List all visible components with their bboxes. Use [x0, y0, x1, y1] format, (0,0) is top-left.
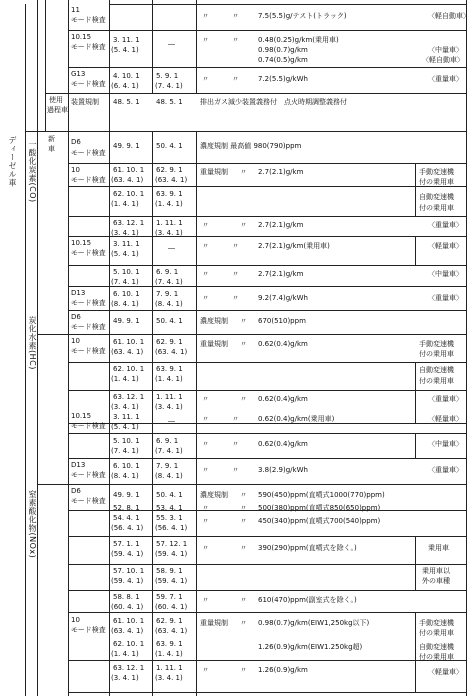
cell-nx-d-v: 390(290)ppm(直噴式を除く。) — [258, 544, 357, 552]
cell-shinsha2: 車 — [48, 145, 55, 153]
cell-hc-10-c3: 〈重量車〉 — [428, 395, 463, 403]
table-rule — [68, 186, 466, 187]
cell-hc-1015: 10.15 — [71, 412, 92, 420]
table-rule — [196, 131, 197, 696]
cell-hc-d13-q: 〃 — [202, 466, 209, 474]
cell-nx-10-n1a: 手動変速機 — [419, 619, 454, 627]
cell-nx-f-db: (60. 4. 1) — [111, 603, 144, 611]
cell-co-1015-d1: 3. 11. 1 — [113, 240, 140, 248]
cell-hc-1015b: モード検査 — [71, 422, 106, 430]
table-rule — [68, 564, 466, 565]
cell-co-10-q3a: 〃 — [202, 221, 209, 229]
cell-co-10: 10 — [71, 166, 80, 174]
table-rule — [68, 590, 466, 591]
section-label-nox: 窒素酸化物(NOx) — [28, 490, 37, 559]
table-rule — [68, 0, 69, 696]
cell-co-10-d3: 63. 12. 1 — [113, 219, 145, 227]
cell-hc-1015-e2: 6. 9. 1 — [156, 437, 179, 445]
cell-co-1015-c1: 〈軽量車〉 — [428, 242, 463, 250]
cell-hc-d6-v: 670(510)ppm — [258, 317, 306, 325]
cell-hc-10-e3: 1. 11. 1 — [156, 393, 183, 401]
cell-hc-d13-e: 7. 9. 1 — [156, 462, 179, 470]
cell-hc-d6: D6 — [71, 313, 81, 321]
cell-hc-1015-e2b: (7. 4. 1) — [155, 447, 183, 455]
cell-r1-q1: 〃 — [202, 12, 209, 20]
cell-co-d13-db: (8. 4. 1) — [111, 300, 139, 308]
table-rule — [68, 433, 466, 434]
cell-r2-q2: 〃 — [232, 36, 239, 44]
cell-hc-d6-e: 50. 4. 1 — [156, 317, 183, 325]
cell-hc-d6-q: 〃 — [240, 317, 247, 325]
cell-nx-10-n2a: 自動変速機 — [419, 643, 454, 651]
cell-co-10-n1b: 付の乗用車 — [419, 178, 454, 186]
cell-co-10-e2b: (1. 4. 1) — [155, 200, 183, 208]
cell-hc-10-d1b: (63. 4. 1) — [111, 348, 144, 356]
cell-r2-dash: ― — [168, 40, 175, 48]
cell-co-10-e1b: (63. 4. 1) — [155, 176, 188, 184]
cell-r3-e2: (7. 4. 1) — [155, 82, 183, 90]
cell-hc-d13b: モード検査 — [71, 471, 106, 479]
cell-co-1015-e2b: (7. 4. 1) — [155, 278, 183, 286]
cell-nx-c-db: (56. 4. 1) — [111, 524, 144, 532]
cell-co-1015-v2: 2.7(2.1)g/km — [258, 270, 304, 278]
cell-co-1015-v1: 2.7(2.1)g/km(乗用車) — [258, 242, 330, 250]
cell-co-d6-reg: 濃度規制 最高値 980(790)ppm — [200, 142, 302, 150]
cell-r4-e: 48. 5. 1 — [156, 98, 183, 106]
cell-hc-10-d3b: (3. 4. 1) — [111, 403, 139, 411]
table-rule — [415, 660, 416, 692]
cell-co-1015-d2: 5. 10. 1 — [113, 268, 140, 276]
table-rule — [37, 0, 38, 696]
cell-co-d13-eb: (8. 4. 1) — [155, 300, 183, 308]
cell-nx-b-q2: 〃 — [240, 504, 247, 512]
table-rule — [415, 236, 416, 265]
cell-hc-1015-q1: 〃 — [202, 415, 209, 423]
cell-nx-f-d: 58. 8. 1 — [113, 593, 140, 601]
cell-nx-10-e3b: (3. 4. 1) — [155, 674, 183, 682]
cell-hc-10-d2: 62. 10. 1 — [113, 365, 145, 373]
cell-nx-10-q3a: 〃 — [202, 666, 209, 674]
cell-hc-1015-q1b: 〃 — [232, 415, 239, 423]
cell-r2-test2: モード検査 — [71, 43, 106, 51]
cell-co-10-d2b: (1. 4. 1) — [111, 200, 139, 208]
cell-nx-10-n2b: 付の乗用車 — [419, 653, 454, 661]
cell-co-d13-v: 9.2(7.4)g/kWh — [258, 294, 308, 302]
cell-nx-a-e: 50. 4. 1 — [156, 491, 183, 499]
cell-nx-f-eb: (60. 4. 1) — [155, 603, 188, 611]
cell-r3-d2: (6. 4. 1) — [111, 82, 139, 90]
cell-co-10-c3: 〈重量車〉 — [428, 221, 463, 229]
cell-nx-d-n: 乗用車 — [428, 544, 449, 552]
cell-nx-10b: モード検査 — [71, 626, 106, 634]
cell-r3-test2: モード検査 — [71, 80, 106, 88]
table-rule — [25, 4, 26, 696]
cell-co-10-e3b: (3. 4. 1) — [155, 229, 183, 237]
cell-hc-1015-d2: 5. 10. 1 — [113, 437, 140, 445]
cell-hc-1015-d1b: (5. 4. 1) — [111, 423, 139, 431]
table-rule — [415, 536, 416, 590]
cell-co-d13: D13 — [71, 289, 86, 297]
cell-r2-v2: 0.98(0.7)g/km — [258, 46, 308, 54]
cell-hc-1015-v2: 0.62(0.4)g/km — [258, 440, 308, 448]
table-rule — [109, 0, 110, 696]
cell-co-1015-c2: 〈中量車〉 — [428, 270, 463, 278]
cell-nx-e-nb: 外の車種 — [422, 577, 450, 585]
cell-nx-d6: D6 — [71, 487, 81, 495]
cell-nx-a-v: 590(450)ppm(直噴式1000(770)ppm) — [258, 491, 385, 499]
table-rule — [37, 484, 466, 485]
cell-r4-d: 48. 5. 1 — [113, 98, 140, 106]
cell-hc-d6b: モード検査 — [71, 323, 106, 331]
table-rule — [68, 362, 466, 363]
cell-r3-q2: 〃 — [232, 75, 239, 83]
table-rule — [45, 0, 46, 131]
cell-nx-d-e: 57. 12. 1 — [156, 540, 188, 548]
cell-nx-10-e2: 63. 9. 1 — [156, 640, 183, 648]
cell-r3-e1: 5. 9. 1 — [156, 72, 179, 80]
cell-nx-10-d3: 63. 12. 1 — [113, 664, 145, 672]
cell-co-d6b: モード検査 — [71, 149, 106, 157]
section-label-co: 一酸化炭素(CO) — [28, 140, 37, 203]
cell-r4-test: 装置規制 — [71, 98, 99, 106]
cell-co-d13-qb: 〃 — [232, 294, 239, 302]
cell-r2-v3: 0.74(0.5)g/km — [258, 56, 308, 64]
cell-co-10-q3b: 〃 — [240, 221, 247, 229]
cell-co-d13-e: 7. 9. 1 — [156, 290, 179, 298]
cell-hc-10: 10 — [71, 337, 80, 345]
cell-r2-d2: (5. 4. 1) — [111, 46, 139, 54]
cell-r3-val: 7.2(5.5)g/kWh — [258, 75, 308, 83]
cell-nx-10-e3: 1. 11. 1 — [156, 664, 183, 672]
cell-hc-d13-qb: 〃 — [232, 466, 239, 474]
section-label-hc: 炭化水素(HC) — [28, 316, 37, 370]
table-rule — [68, 612, 466, 613]
cell-nx-10-v3: 1.26(0.9)g/km — [258, 666, 308, 674]
cell-nx-d-q1: 〃 — [202, 544, 209, 552]
cell-nx-10-v1: 0.98(0.7)g/km(EIW1,250kg以下) — [258, 619, 370, 627]
cell-co-1015-q2: 〃 — [202, 270, 209, 278]
cell-r2-d1: 3. 11. 1 — [113, 36, 140, 44]
cell-r3-q1: 〃 — [202, 75, 209, 83]
cell-hc-1015-dash: ― — [168, 417, 175, 425]
table-rule — [196, 0, 197, 93]
table-rule — [466, 0, 467, 696]
cell-co-d6-d: 49. 9. 1 — [113, 142, 140, 150]
cell-hc-d13: D13 — [71, 461, 86, 469]
cell-nx-c-d: 54. 4. 1 — [113, 514, 140, 522]
cell-nx-c-q1: 〃 — [202, 517, 209, 525]
cell-hc-10-n2a: 自動変速機 — [419, 366, 454, 374]
cell-nx-b-d: 52. 8. 1 — [113, 504, 140, 512]
table-rule — [37, 334, 466, 335]
cell-co-10-e1: 62. 9. 1 — [156, 166, 183, 174]
cell-nx-a-q: 〃 — [240, 491, 247, 499]
cell-r1-class: 〈軽自動車〉 — [428, 12, 470, 20]
cell-r4-sec1: 使用 — [49, 96, 63, 104]
cell-nx-d-eb: (59. 4. 1) — [155, 550, 188, 558]
cell-nx-f-v: 610(470)ppm(副室式を除く。) — [258, 596, 357, 604]
cell-co-10-e2: 63. 9. 1 — [156, 190, 183, 198]
cell-nx-d6b: モード検査 — [71, 497, 106, 505]
cell-co-10-n2a: 自動変速機 — [419, 193, 454, 201]
cell-co-10-v1: 2.7(2.1)g/km — [258, 168, 304, 176]
table-rule — [415, 433, 416, 458]
cell-co-d13-c: 〈重量車〉 — [428, 294, 463, 302]
cell-nx-10-e1: 62. 9. 1 — [156, 617, 183, 625]
cell-co-1015-e2: 6. 9. 1 — [156, 268, 179, 276]
cell-r3-test: G13 — [71, 70, 86, 78]
cell-hc-10-reg: 重量規制 — [200, 340, 228, 348]
table-rule — [415, 612, 416, 660]
cell-co-d13b: モード検査 — [71, 299, 106, 307]
cell-nx-f-q2: 〃 — [240, 596, 247, 604]
table-rule — [68, 660, 466, 661]
cell-nx-b-v: 500(380)ppm(直噴式850(650)ppm) — [258, 504, 381, 512]
cell-co-1015-dash: ― — [168, 244, 175, 252]
cell-co-10b: モード検査 — [71, 176, 106, 184]
cell-nx-10-q: 〃 — [240, 619, 247, 627]
cell-co-10-q: 〃 — [240, 168, 247, 176]
cell-nx-10: 10 — [71, 616, 80, 624]
cell-co-d6-e: 50. 4. 1 — [156, 142, 183, 150]
cell-hc-d13-eb: (8. 4. 1) — [155, 472, 183, 480]
cell-co-10-d1: 61. 10. 1 — [113, 166, 145, 174]
cell-nx-c-eb: (56. 4. 1) — [155, 524, 188, 532]
table-rule — [68, 216, 466, 217]
cell-hc-10-e2b: (1. 4. 1) — [155, 375, 183, 383]
cell-r1-q2: 〃 — [232, 12, 239, 20]
cell-nx-10-d2: 62. 10. 1 — [113, 640, 145, 648]
cell-hc-d13-db: (8. 4. 1) — [111, 472, 139, 480]
cell-nx-10-e1b: (63. 4. 1) — [155, 627, 188, 635]
cell-nx-e-na: 乗用車以 — [422, 567, 450, 575]
cell-co-1015-d1b: (5. 4. 1) — [111, 250, 139, 258]
cell-hc-1015-v1: 0.62(0.4)g/km(乗用車) — [258, 415, 335, 423]
cell-co-1015: 10.15 — [71, 239, 92, 247]
section-label-diesel: ディーゼル車 — [8, 136, 17, 187]
cell-nx-f-q1: 〃 — [202, 596, 209, 604]
cell-nx-10-d1b: (63. 4. 1) — [111, 627, 144, 635]
cell-hc-1015-q2: 〃 — [202, 440, 209, 448]
cell-hc-1015-c2: 〈中量車〉 — [428, 440, 463, 448]
cell-co-d13-d: 6. 10. 1 — [113, 290, 140, 298]
cell-hc-1015-q2b: 〃 — [232, 440, 239, 448]
cell-nx-a-d: 49. 9. 1 — [113, 491, 140, 499]
table-rule — [68, 536, 466, 537]
cell-nx-e-d: 57. 10. 1 — [113, 567, 145, 575]
cell-nx-10-reg: 重量規制 — [200, 619, 228, 627]
cell-shinsha1: 新 — [48, 135, 55, 143]
cell-co-10-d3b: (3. 4. 1) — [111, 229, 139, 237]
cell-r2-c2: 〈中量車〉 — [428, 46, 463, 54]
table-rule — [415, 163, 416, 216]
cell-hc-1015-d1: 3. 11. 1 — [113, 413, 140, 421]
cell-hc-10-d3: 63. 12. 1 — [113, 393, 145, 401]
cell-nx-d-d: 57. 1. 1 — [113, 540, 140, 548]
cell-nx-d-db: (59. 4. 1) — [111, 550, 144, 558]
cell-co-1015b: モード検査 — [71, 249, 106, 257]
cell-hc-d6-reg: 濃度規制 — [200, 317, 228, 325]
cell-hc-d13-d: 6. 10. 1 — [113, 462, 140, 470]
cell-r2-q1: 〃 — [202, 36, 209, 44]
cell-hc-10-e2: 63. 9. 1 — [156, 365, 183, 373]
cell-co-10-d1b: (63. 4. 1) — [111, 176, 144, 184]
cell-co-10-d2: 62. 10. 1 — [113, 190, 145, 198]
cell-hc-1015-d2b: (7. 4. 1) — [111, 447, 139, 455]
cell-hc-d13-v: 3.8(2.9)g/kWh — [258, 466, 308, 474]
cell-co-1015-d2b: (7. 4. 1) — [111, 278, 139, 286]
table-rule — [68, 692, 466, 693]
cell-r2-c3: 〈軽自動車〉 — [422, 56, 464, 64]
cell-co-10-v3: 2.7(2.1)g/km — [258, 221, 304, 229]
cell-hc-1015-c1: 〈軽量車〉 — [428, 415, 463, 423]
cell-nx-b-e: 53. 4. 1 — [156, 504, 183, 512]
cell-r1-test2: モード検査 — [71, 16, 106, 24]
cell-hc-10-d2b: (1. 4. 1) — [111, 375, 139, 383]
cell-r1-test: 11 — [71, 6, 80, 14]
cell-nx-10-d2b: (1. 4. 1) — [111, 650, 139, 658]
cell-r2-test: 10.15 — [71, 33, 92, 41]
table-rule — [68, 310, 466, 311]
cell-hc-10-q: 〃 — [240, 340, 247, 348]
cell-co-1015-q1: 〃 — [202, 242, 209, 250]
table-rule — [25, 131, 466, 132]
table-rule — [68, 458, 466, 459]
cell-r4-sec2: 過程車 — [47, 106, 68, 114]
cell-nx-10-e2b: (1. 4. 1) — [155, 650, 183, 658]
cell-hc-10-n1b: 付の乗用車 — [419, 350, 454, 358]
table-rule — [109, 4, 466, 5]
table-rule — [68, 67, 466, 68]
cell-hc-10-d1: 61. 10. 1 — [113, 338, 145, 346]
cell-co-1015-q1b: 〃 — [232, 242, 239, 250]
table-rule — [68, 390, 466, 391]
cell-nx-c-e: 55. 3. 1 — [156, 514, 183, 522]
cell-hc-10-e3b: (3. 4. 1) — [155, 403, 183, 411]
cell-r3-class: 〈重量車〉 — [428, 75, 463, 83]
cell-r2-v1: 0.48(0.25)g/km(乗用車) — [258, 36, 339, 44]
cell-nx-10-n1b: 付の乗用車 — [419, 629, 454, 637]
cell-r3-d1: 4. 10. 1 — [113, 72, 140, 80]
table-rule — [68, 265, 466, 266]
cell-co-d13-q: 〃 — [202, 294, 209, 302]
cell-nx-10-c3: 〈軽量車〉 — [428, 668, 463, 676]
cell-co-10-reg: 重量規制 — [200, 168, 228, 176]
cell-hc-10-q3b: 〃 — [240, 395, 247, 403]
cell-nx-10-d1: 61. 10. 1 — [113, 617, 145, 625]
cell-nx-e-db: (59. 4. 1) — [111, 577, 144, 585]
cell-co-10-n1a: 手動変速機 — [419, 168, 454, 176]
cell-nx-e-eb: (59. 4. 1) — [155, 577, 188, 585]
table-rule — [68, 163, 466, 164]
cell-hc-10-e1b: (63. 4. 1) — [155, 348, 188, 356]
cell-hc-10b: モード検査 — [71, 347, 106, 355]
cell-nx-e-e: 58. 9. 1 — [156, 567, 183, 575]
cell-co-10-n2b: 付の乗用車 — [419, 204, 454, 212]
table-rule — [68, 30, 466, 31]
cell-nx-10-q3b: 〃 — [240, 666, 247, 674]
cell-nx-10-d3b: (3. 4. 1) — [111, 674, 139, 682]
cell-r1-val: 7.5(5.5)g/テスト(トラック) — [258, 12, 347, 20]
cell-co-d6: D6 — [71, 138, 81, 146]
cell-nx-10-v2: 1.26(0.9)g/km(EIW1.250kg超) — [258, 643, 363, 651]
cell-hc-10-e1: 62. 9. 1 — [156, 338, 183, 346]
cell-hc-10-v1: 0.62(0.4)g/km — [258, 340, 308, 348]
cell-co-10-e3: 1. 11. 1 — [156, 219, 183, 227]
cell-hc-d13-c: 〈重量車〉 — [428, 466, 463, 474]
cell-hc-10-v3: 0.62(0.4)g/km — [258, 395, 308, 403]
cell-co-1015-q2b: 〃 — [232, 270, 239, 278]
table-rule — [152, 131, 153, 696]
cell-r4-reg: 排出ガス減少装置義務付 点火時期調整義務付 — [200, 98, 347, 106]
table-rule — [415, 362, 416, 423]
cell-hc-10-n1a: 手動変速機 — [419, 340, 454, 348]
cell-nx-c-q2: 〃 — [240, 517, 247, 525]
cell-nx-c-v: 450(340)ppm(直噴式700(540)ppm) — [258, 517, 381, 525]
cell-nx-a-reg: 濃度規制 — [200, 491, 228, 499]
cell-nx-d-q2: 〃 — [240, 544, 247, 552]
table-rule — [68, 286, 466, 287]
table-rule — [152, 0, 153, 93]
cell-nx-f-e: 59. 7. 1 — [156, 593, 183, 601]
cell-hc-10-n2b: 付の乗用車 — [419, 377, 454, 385]
cell-nx-b-q1: 〃 — [202, 504, 209, 512]
cell-hc-d6-d: 49. 9. 1 — [113, 317, 140, 325]
cell-hc-10-q3a: 〃 — [202, 395, 209, 403]
